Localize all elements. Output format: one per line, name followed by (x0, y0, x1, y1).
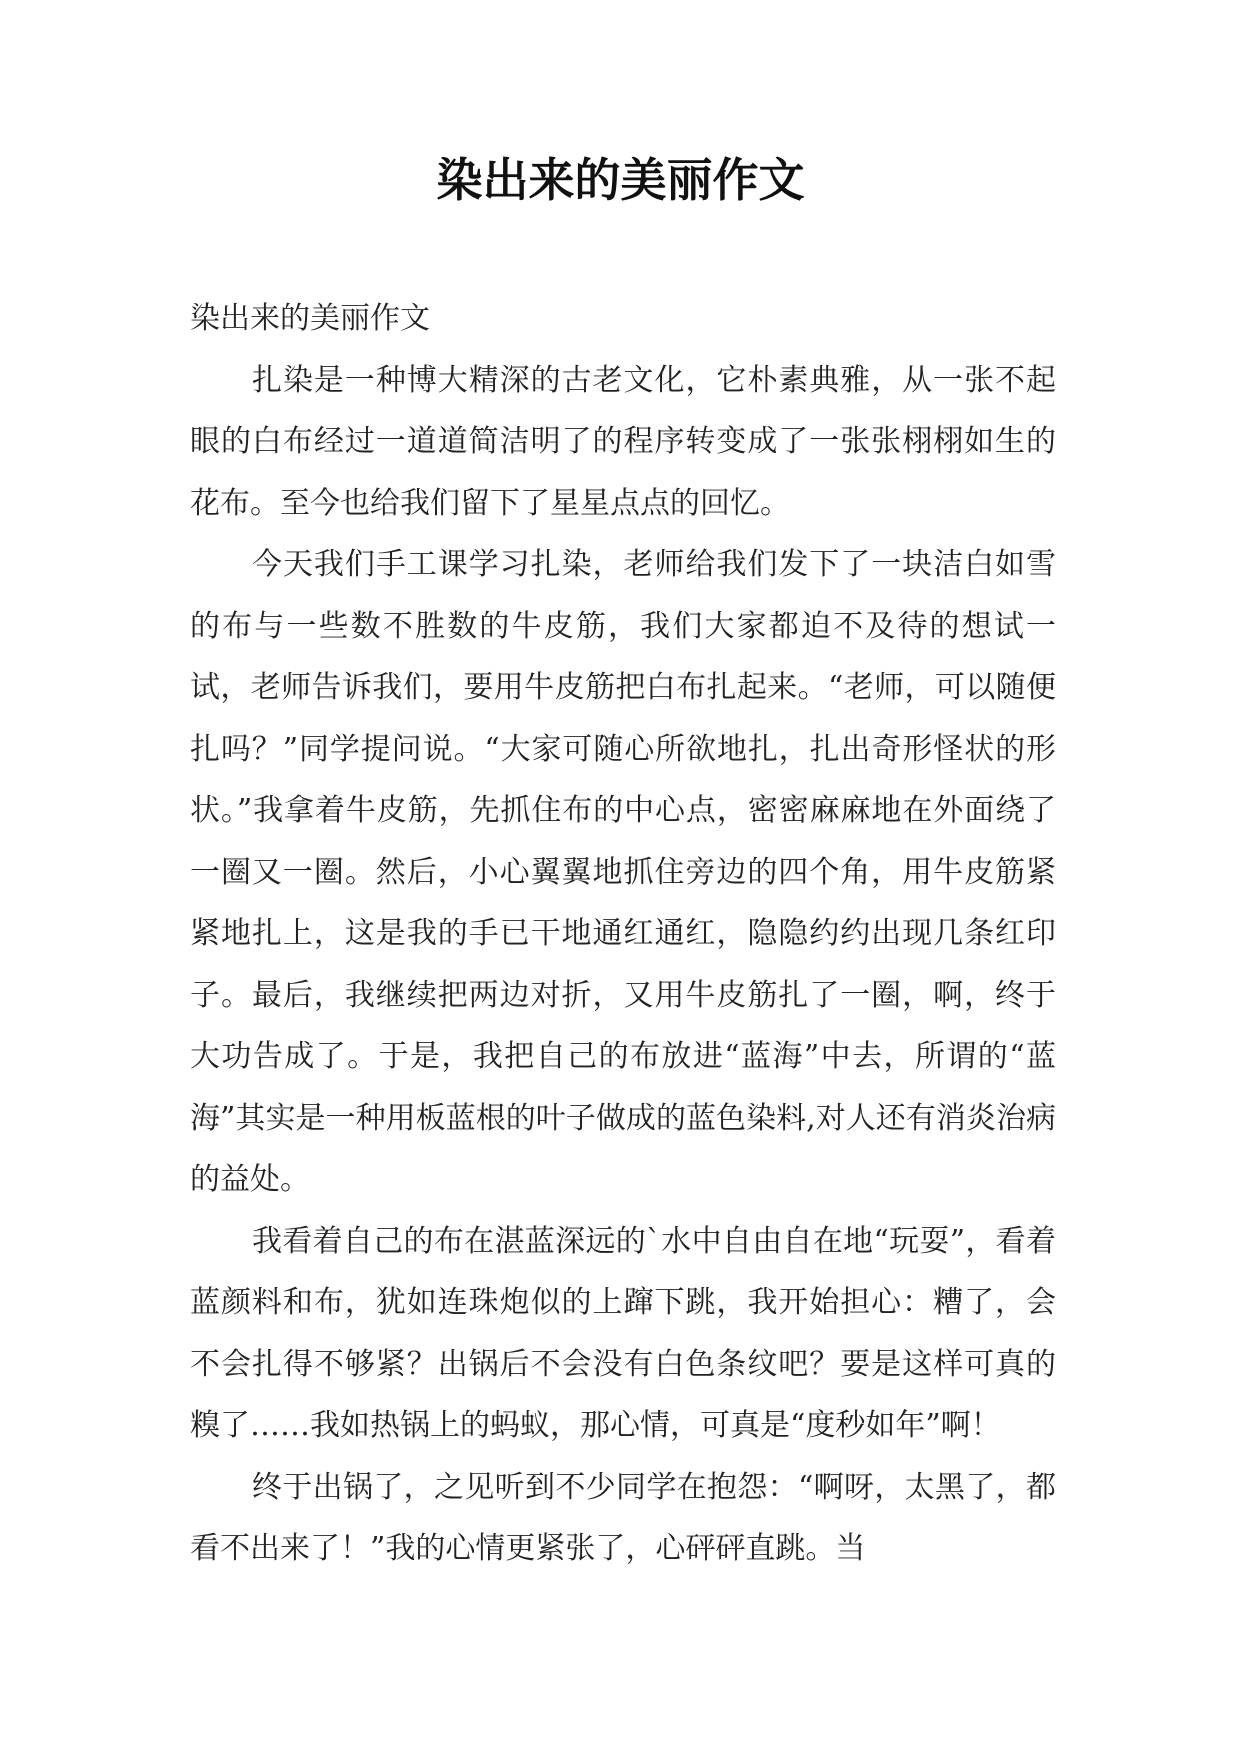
paragraph-4: 终于出锅了，之见听到不少同学在抱怨：“啊呀，太黑了，都看不出来了！”我的心情更紧张了，心砰砰直跳。当 (190, 1469, 1056, 1566)
document-title: 染出来的美丽作文 (436, 153, 805, 207)
paragraph-1: 扎染是一种博大精深的古老文化，它朴素典雅，从一张不起眼的白布经过一道道简洁明了的程序转变成了一张张栩栩如生的花布。至今也给我们留下了星星点点的回忆。 (190, 362, 1056, 521)
paragraph-3: 我看着自己的布在湛蓝深远的`水中自由自在地“玩耍”，看着蓝颜料和布，犹如连珠炮似的上蹿下跳，我开始担心：糟了，会不会扎得不够紧？出锅后不会没有白色条纹吧？要是这样可真的糗了……我如热锅上的蚂蚁，那心情，可真是“度秒如年”啊！ (190, 1223, 1056, 1443)
paragraph-2: 今天我们手工课学习扎染，老师给我们发下了一块洁白如雪的布与一些数不胜数的牛皮筋，我们大家都迫不及待的想试一试，老师告诉我们，要用牛皮筋把白布扎起来。“老师，可以随便扎吗？”同学提问说。“大家可随心所欲地扎，扎出奇形怪状的形状。”我拿着牛皮筋，先抓住布的中心点，密密麻麻地在外面绕了一圈又一圈。然后，小心翼翼地抓住旁边的四个角，用牛皮筋紧紧地扎上，这是我的手已干地通红通红，隐隐约约出现几条红印子。最后，我继续把两边对折，又用牛皮筋扎了一圈，啊，终于大功告成了。于是，我把自己的布放进“蓝海”中去，所谓的“蓝海”其实是一种用板蓝根的叶子做成的蓝色染料,对人还有消炎治病的益处。 (190, 547, 1056, 1197)
document-subtitle: 染出来的美丽作文 (190, 301, 430, 336)
document-body (190, 288, 1056, 1580)
